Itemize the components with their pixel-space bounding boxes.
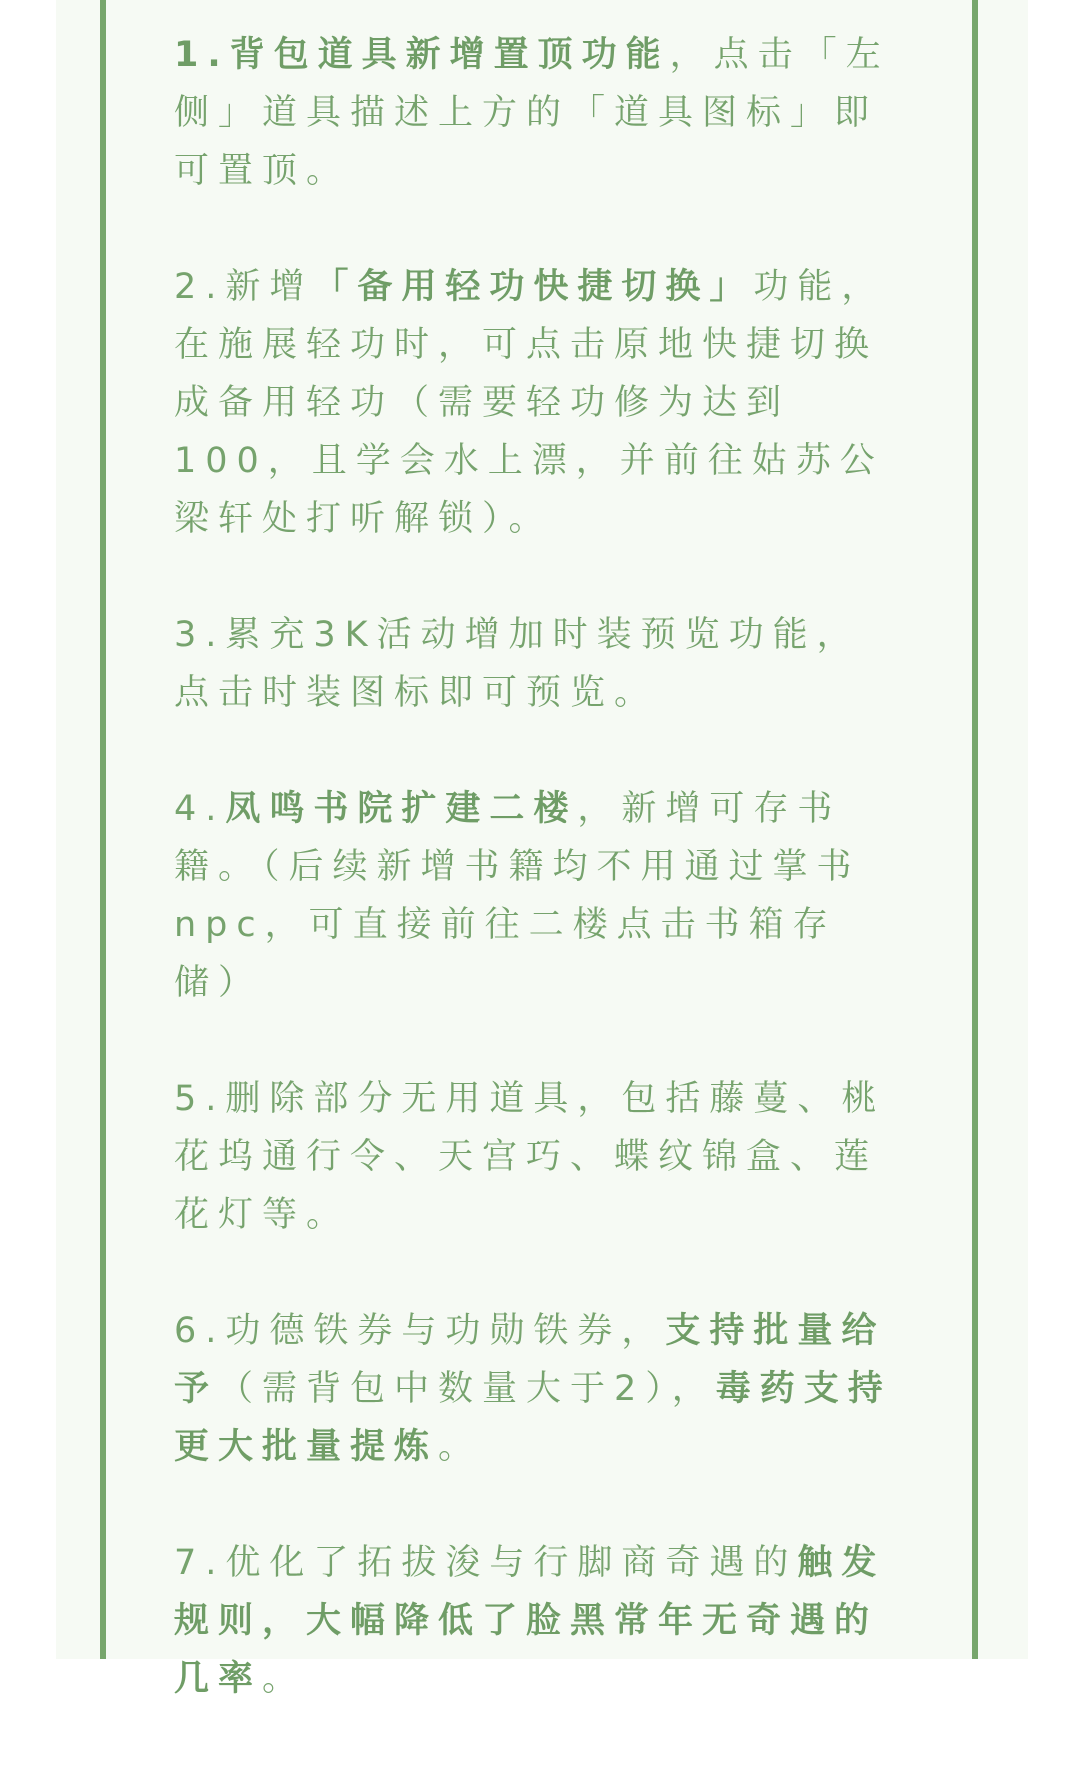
note-text: （需背包中数量大于2）， — [218, 1369, 716, 1409]
note-item — [174, 1534, 902, 1708]
note-text-bold: 凤鸣书院扩建二楼 — [225, 789, 578, 829]
note-text: ，新增可存书籍。（后续新增书籍均不用通过掌书npc，可直接前往二楼点击书箱存储） — [174, 789, 861, 1003]
note-item — [174, 780, 902, 1012]
frame-left-border — [100, 0, 106, 1659]
note-text: ，点击「左侧」道具描述上方的「道具图标」即可置顶。 — [174, 35, 890, 191]
note-item — [174, 1302, 902, 1476]
note-item — [174, 606, 902, 722]
note-text: 。 — [262, 1659, 307, 1699]
note-item — [174, 26, 902, 200]
note-text: 。 — [438, 1427, 483, 1467]
note-text-bold: 毒药支持更大批量提炼 — [174, 1369, 892, 1467]
update-notes — [174, 26, 902, 1766]
note-text: 功能，在施展轻功时，可点击原地快捷切换成备用轻功（需要轻功修为达到100，且学会水上漂，并前往姑苏公梁轩处打听解锁）。 — [174, 267, 886, 539]
note-text: 7.优化了拓拔浚与行脚商奇遇的 — [174, 1543, 798, 1583]
note-text: 3.累充3K活动增加时装预览功能，点击时装图标即可预览。 — [174, 615, 861, 713]
note-text: 4. — [174, 789, 226, 829]
note-text: 5.删除部分无用道具，包括藤蔓、桃花坞通行令、天宫巧、蝶纹锦盒、莲花灯等。 — [174, 1079, 886, 1235]
frame-right-border — [972, 0, 978, 1659]
note-text-bold: 「备用轻功快捷切换」 — [313, 267, 754, 307]
note-item — [174, 1070, 902, 1244]
note-item — [174, 258, 902, 548]
note-text-bold: 支持批量给予 — [174, 1311, 886, 1409]
note-text-bold: 触发规则，大幅降低了脸黑常年无奇遇的几率 — [174, 1543, 886, 1699]
note-text-bold: 1.背包道具新增置顶功能 — [174, 35, 670, 75]
note-text: 2.新增 — [174, 267, 314, 307]
note-text: 6.功德铁券与功勋铁券， — [174, 1311, 666, 1351]
